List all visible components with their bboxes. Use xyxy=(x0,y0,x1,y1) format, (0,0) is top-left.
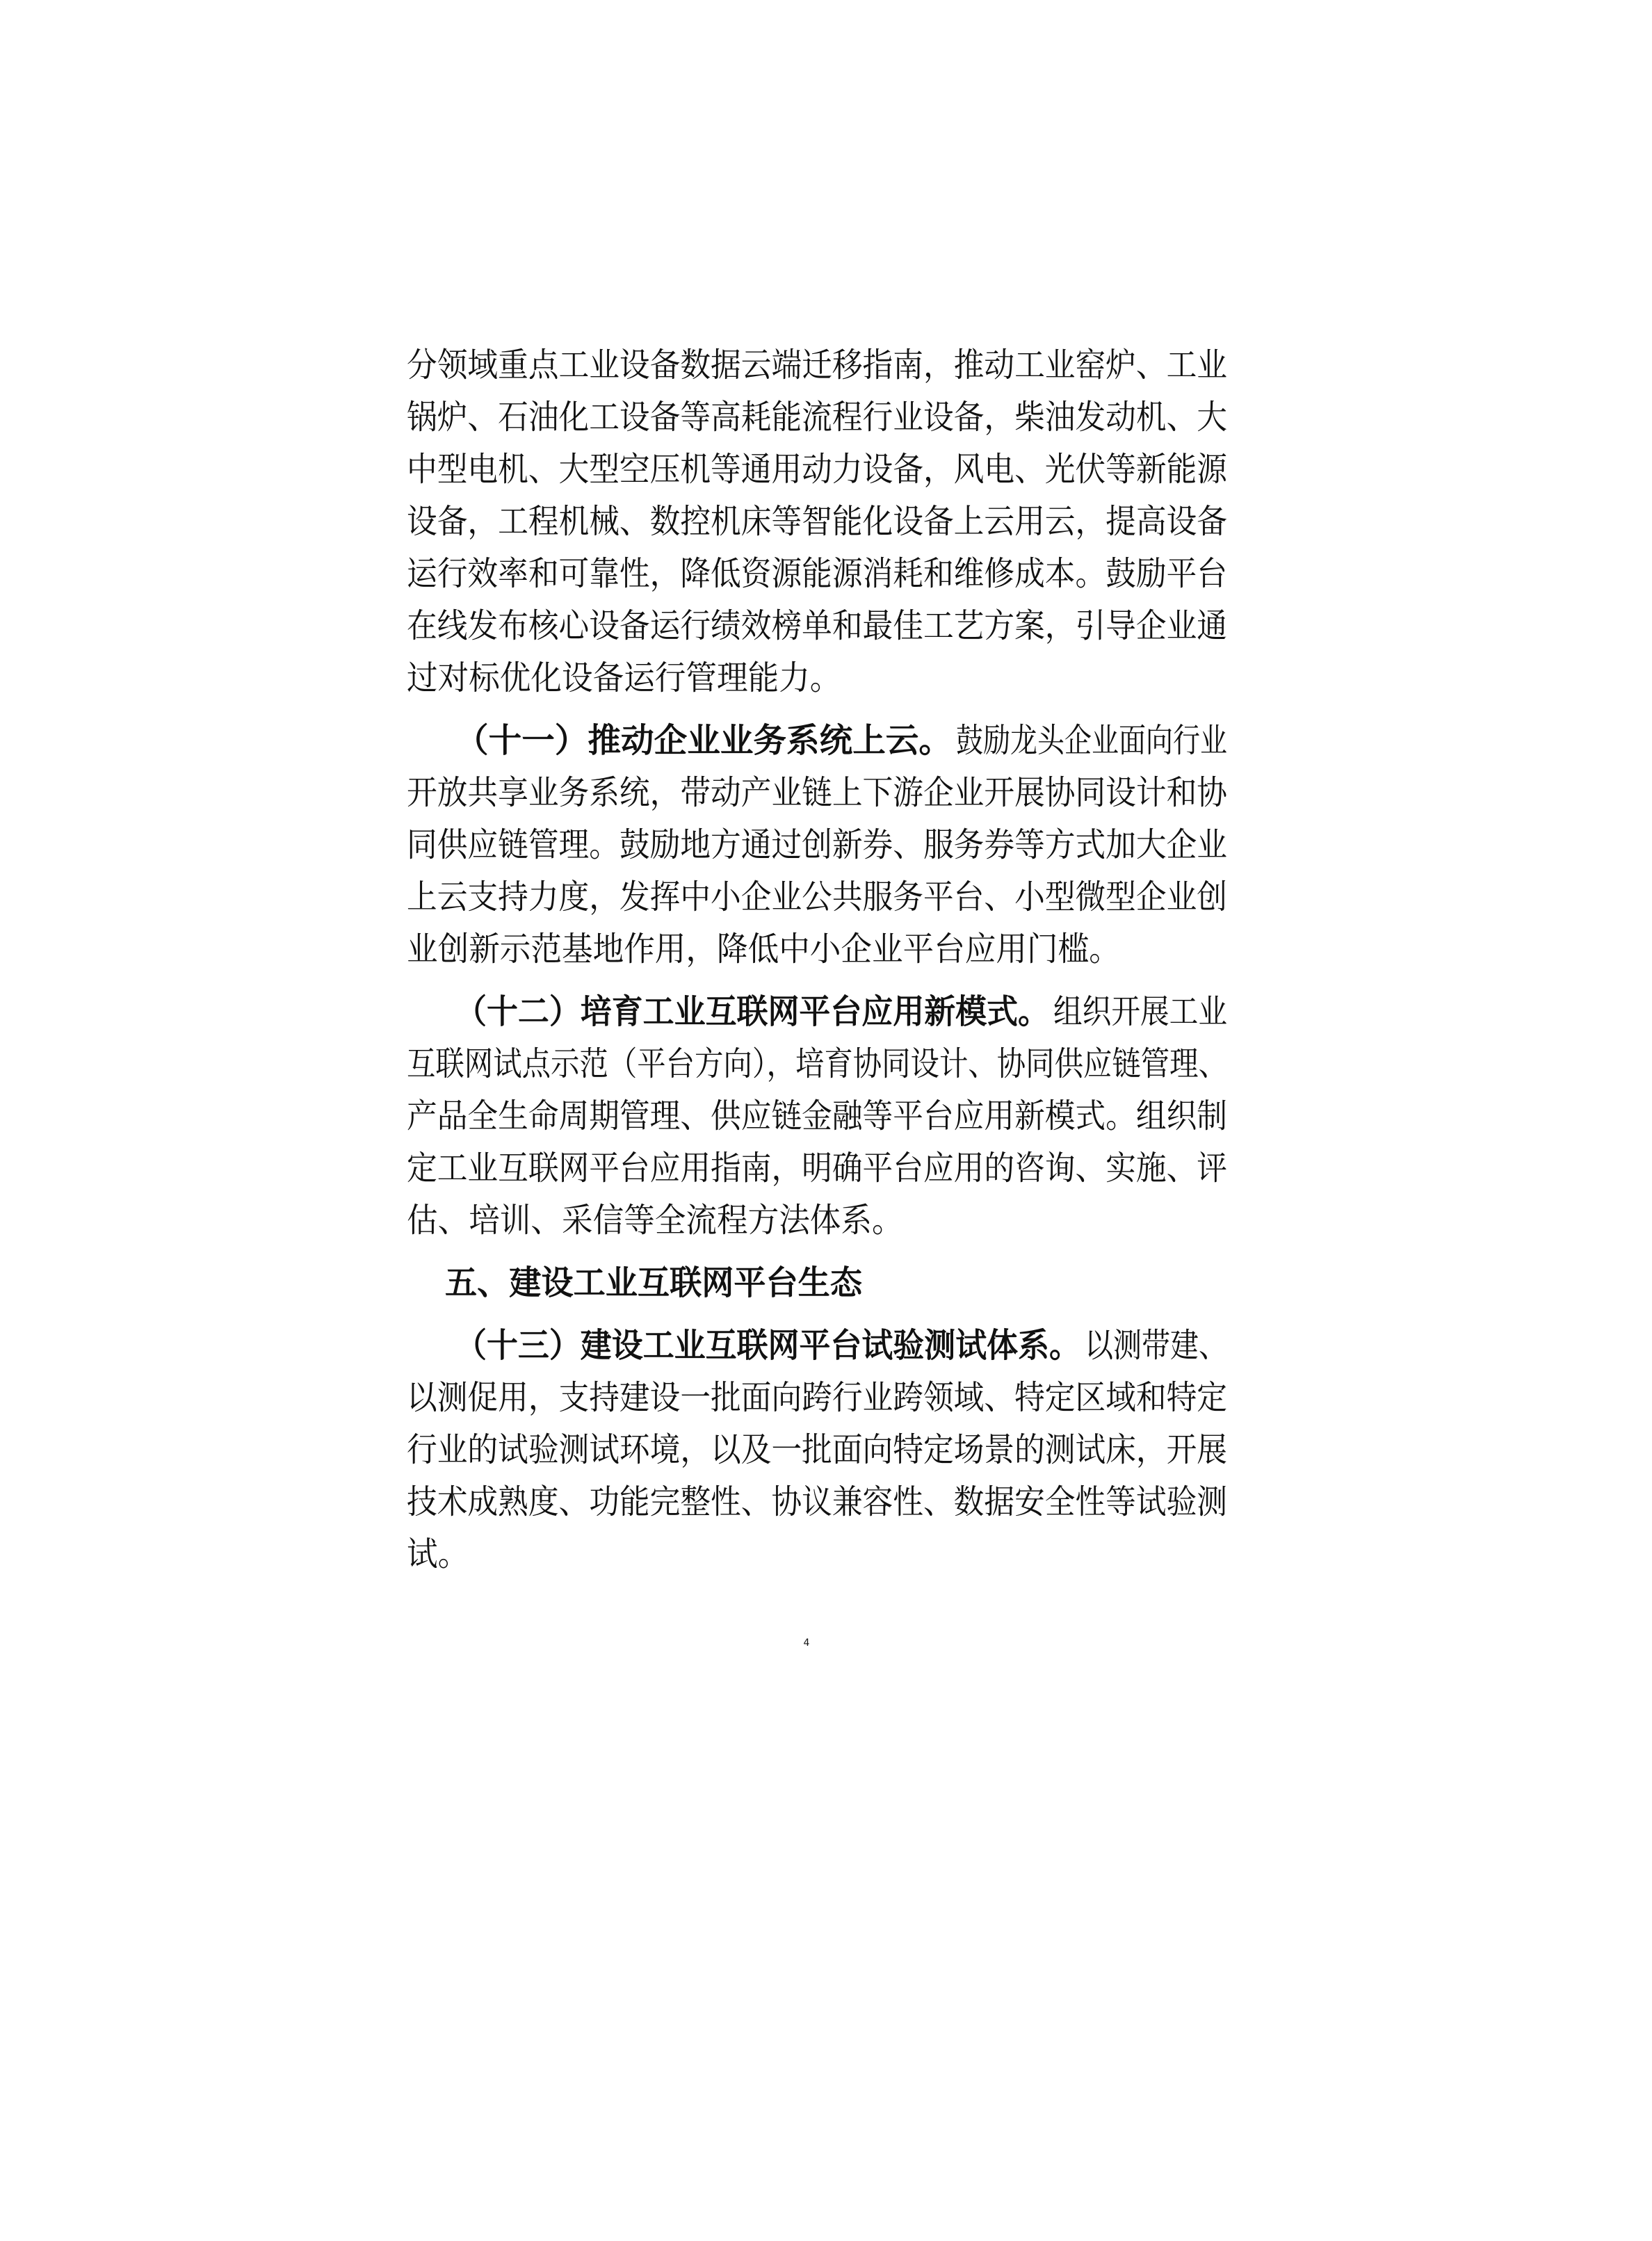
line-text: 鼓励龙头企业面向行业 xyxy=(956,721,1227,760)
paragraph-line xyxy=(0,650,1652,706)
paragraph-line xyxy=(0,713,1652,768)
paragraph-line xyxy=(0,921,1652,977)
line-text: 过对标优化设备运行管理能力。 xyxy=(407,658,841,697)
line-text: 在线发布核心设备运行绩效榜单和最佳工艺方案，引导企业通 xyxy=(407,606,1227,645)
line-text: 同供应链管理。鼓励地方通过创新券、服务券等方式加大企业 xyxy=(407,825,1227,864)
line-text: 设备，工程机械、数控机床等智能化设备上云用云，提高设备 xyxy=(407,502,1227,541)
paragraph-line xyxy=(0,546,1652,601)
paragraph-line xyxy=(0,1140,1652,1196)
line-text: 互联网试点示范（平台方向），培育协同设计、协同供应链管理、 xyxy=(407,1044,1227,1083)
section-heading: 五、建设工业互联网平台生态 xyxy=(445,1263,862,1302)
line-text: 锅炉、石油化工设备等高耗能流程行业设备，柴油发动机、大 xyxy=(407,398,1227,437)
line-text: 运行效率和可靠性，降低资源能源消耗和维修成本。鼓励平台 xyxy=(407,554,1227,593)
line-text: 开放共享业务系统，带动产业链上下游企业开展协同设计和协 xyxy=(407,773,1227,812)
item-heading: （十二）培育工业互联网平台应用新模式。 xyxy=(455,992,1049,1031)
paragraph-line xyxy=(0,494,1652,549)
paragraph-line xyxy=(0,1370,1652,1425)
paragraph-line xyxy=(0,1318,1652,1373)
line-text: 上云支持力度，发挥中小企业公共服务平台、小型微型企业创 xyxy=(407,877,1227,916)
paragraph-line xyxy=(0,598,1652,654)
item-heading: （十三）建设工业互联网平台试验测试体系。 xyxy=(455,1326,1080,1365)
line-text: 分领域重点工业设备数据云端迁移指南，推动工业窑炉、工业 xyxy=(407,346,1227,385)
line-text: 产品全生命周期管理、供应链金融等平台应用新模式。组织制 xyxy=(407,1097,1227,1135)
page-number: 4 xyxy=(803,1637,810,1649)
paragraph-line xyxy=(0,1088,1652,1144)
line-text: 定工业互联网平台应用指南，明确平台应用的咨询、实施、评 xyxy=(407,1149,1227,1188)
paragraph-line xyxy=(0,984,1652,1039)
line-text: 组织开展工业 xyxy=(1053,992,1227,1031)
paragraph-line xyxy=(0,1036,1652,1092)
paragraph-line xyxy=(0,869,1652,925)
paragraph-line xyxy=(0,1192,1652,1248)
item-heading: （十一）推动企业业务系统上云。 xyxy=(455,721,952,760)
line-text: 以测带建、 xyxy=(1085,1326,1227,1365)
paragraph-line xyxy=(0,1474,1652,1530)
line-text: 试。 xyxy=(407,1535,469,1573)
line-text: 行业的试验测试环境，以及一批面向特定场景的测试床，开展 xyxy=(407,1430,1227,1469)
line-text: 以测促用，支持建设一批面向跨行业跨领域、特定区域和特定 xyxy=(407,1378,1227,1417)
section-heading-line xyxy=(0,1255,1652,1311)
paragraph-line xyxy=(0,442,1652,497)
paragraph-line xyxy=(0,389,1652,445)
line-text: 业创新示范基地作用，降低中小企业平台应用门槛。 xyxy=(407,930,1120,969)
line-text: 估、培训、采信等全流程方法体系。 xyxy=(407,1201,903,1240)
paragraph-line xyxy=(0,1422,1652,1478)
paragraph-line xyxy=(0,1526,1652,1582)
line-text: 中型电机、大型空压机等通用动力设备，风电、光伏等新能源 xyxy=(407,450,1227,489)
paragraph-line xyxy=(0,337,1652,393)
line-text: 技术成熟度、功能完整性、协议兼容性、数据安全性等试验测 xyxy=(407,1482,1227,1521)
paragraph-line xyxy=(0,765,1652,820)
paragraph-line xyxy=(0,817,1652,873)
